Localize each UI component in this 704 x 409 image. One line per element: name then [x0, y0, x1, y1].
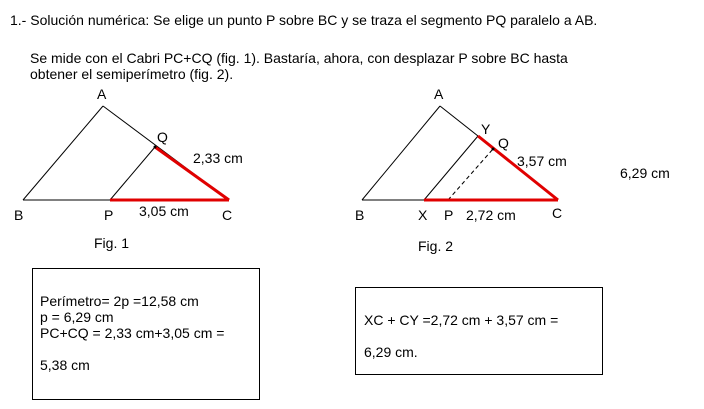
fig1-label-a: A [97, 86, 107, 102]
fig2-side-ac [440, 106, 478, 136]
box1-line-sum: PC+CQ = 2,33 cm+3,05 cm = [40, 325, 225, 341]
fig2-label-p: P [444, 207, 454, 223]
fig2-point-q-dot [492, 148, 495, 151]
fig1-label-b: B [14, 207, 24, 223]
fig1-point-q-dot [154, 146, 157, 149]
fig1-label-c: C [222, 207, 233, 223]
box1-line-result: 5,38 cm [40, 357, 90, 373]
fig1-side-ab [23, 106, 103, 200]
fig1-measure-cq: 2,33 cm [193, 150, 243, 166]
calculation-box-2 [355, 287, 603, 375]
fig2-caption: Fig. 2 [418, 238, 454, 254]
fig2-label-c: C [552, 205, 563, 221]
box2-line-sum: XC + CY =2,72 cm + 3,57 cm = [364, 312, 559, 328]
fig2-measure-cy: 3,57 cm [517, 153, 567, 169]
fig2-label-y: Y [481, 121, 491, 137]
fig1-segment-pq [110, 147, 155, 200]
fig1-caption: Fig. 1 [94, 235, 130, 251]
box1-line-semiperimeter: p = 6,29 cm [40, 309, 114, 325]
fig2-segment-xy [424, 136, 478, 200]
fig2-label-a: A [434, 86, 444, 102]
box2-line-blank [364, 328, 558, 344]
fig2-label-q: Q [498, 135, 509, 151]
heading: 1.- Solución numérica: Se elige un punto P sobre BC y se traza el segmento PQ paralelo a AB. [10, 12, 598, 28]
fig2-side-value: 6,29 cm [620, 165, 670, 181]
paragraph-line-2: obtener el semiperímetro (fig. 2). [30, 66, 234, 82]
box1-line-blank [40, 341, 224, 357]
fig2-segment-pq-dashed [448, 149, 493, 200]
fig2-label-x: X [418, 207, 428, 223]
fig1-label-q: Q [157, 129, 168, 145]
fig2-label-b: B [355, 207, 365, 223]
box2-line-result: 6,29 cm. [364, 344, 418, 360]
fig1-measure-pc: 3,05 cm [139, 203, 189, 219]
paragraph-line-1: Se mide con el Cabri PC+CQ (fig. 1). Bastaría, ahora, con desplazar P sobre BC hasta [30, 50, 568, 66]
fig2-triangle [362, 106, 478, 200]
fig2-side-ab [362, 106, 440, 200]
calculation-box-1 [32, 268, 260, 400]
fig1-label-p: P [104, 207, 114, 223]
box1-line-perimeter: Perímetro= 2p =12,58 cm [40, 293, 199, 309]
fig2-measure-xc: 2,72 cm [466, 207, 516, 223]
